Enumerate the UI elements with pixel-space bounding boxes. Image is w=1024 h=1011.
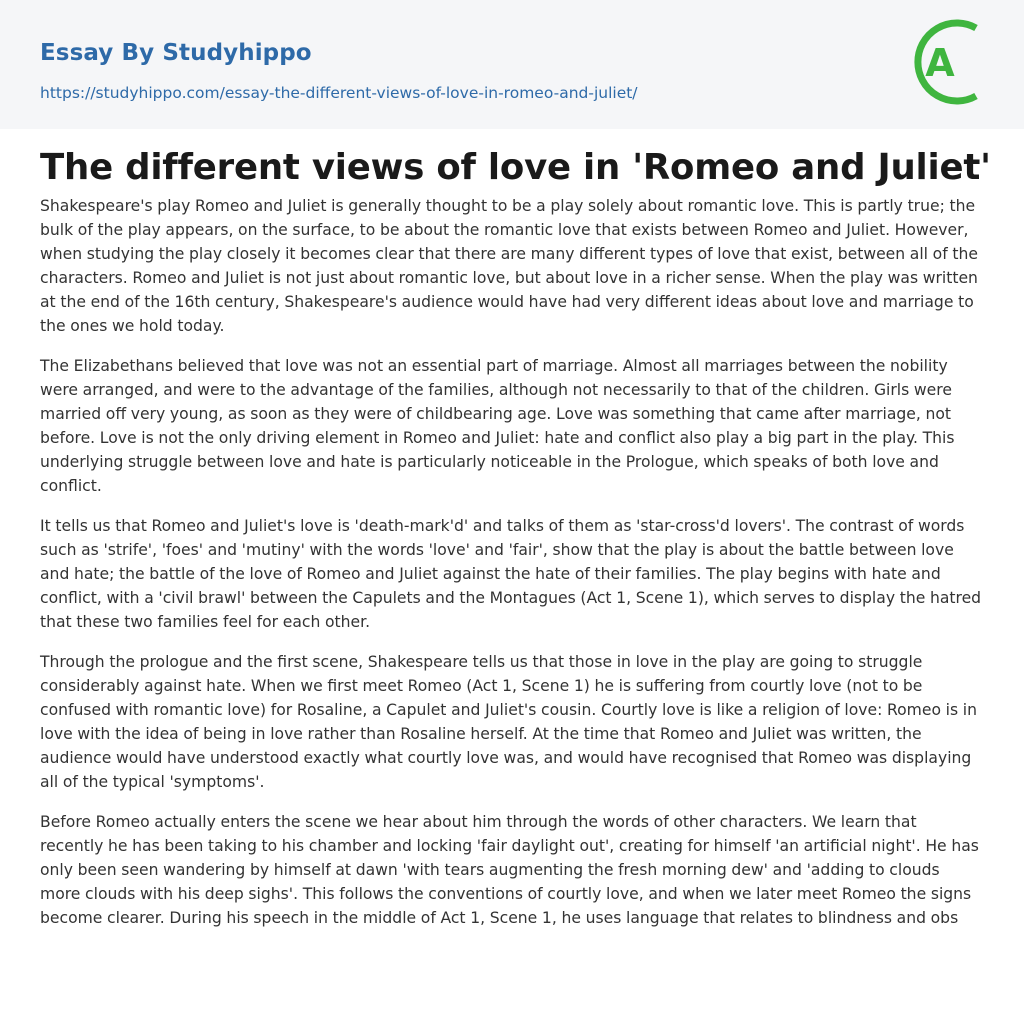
essay-url-link[interactable]: https://studyhippo.com/essay-the-different-views-of-love-in-romeo-and-juliet/ xyxy=(40,84,638,102)
paragraph-5: Before Romeo actually enters the scene we hear about him through the words of other characters. We learn that recently he has been taking to his chamber and locking 'fair daylight out', creating for himself 'an artificial night'. He has only been seen wandering by himself at dawn 'with tears augmenting the fresh morning dew' and 'adding to clouds more clouds with his deep sighs'. This follows the conventions of courtly love, and when we later meet Romeo the signs become clearer. During his speech in the middle of Act 1, Scene 1, he uses language that relates to blindness and obs xyxy=(40,813,979,927)
site-brand[interactable]: Essay By Studyhippo xyxy=(40,40,312,66)
article xyxy=(40,146,991,946)
studyhippo-logo[interactable] xyxy=(910,18,988,106)
paragraph-1: Shakespeare's play Romeo and Juliet is generally thought to be a play solely about romantic love. This is partly true; the bulk of the play appears, on the surface, to be about the romantic love that exists between Romeo and Juliet. However, when studying the play closely it becomes clear that there are many different types of love that exist, between all of the characters. Romeo and Juliet is not just about romantic love, but about love in a richer sense. When the play was written at the end of the 16th century, Shakespeare's audience would have had very different ideas about love and marriage to the ones we hold today. xyxy=(40,197,978,335)
logo-a-icon xyxy=(910,18,988,106)
paragraph-4: Through the prologue and the first scene, Shakespeare tells us that those in love in the play are going to struggle considerably against hate. When we first meet Romeo (Act 1, Scene 1) he is suffering from courtly love (not to be confused with romantic love) for Rosaline, a Capulet and Juliet's cousin. Courtly love is like a religion of love: Romeo is in love with the idea of being in love rather than Rosaline herself. At the time that Romeo and Juliet was written, the audience would have understood exactly what courtly love was, and would have recognised that Romeo was displaying all of the typical 'symptoms'. xyxy=(40,653,977,791)
page-title: The different views of love in 'Romeo and Juliet' xyxy=(40,147,991,188)
paragraph-3: It tells us that Romeo and Juliet's love is 'death-mark'd' and talks of them as 'star-cross'd lovers'. The contrast of words such as 'strife', 'foes' and 'mutiny' with the words 'love' and 'fair', show that the play is about the battle between love and hate; the battle of the love of Romeo and Juliet against the hate of their families. The play begins with hate and conflict, with a 'civil brawl' between the Capulets and the Montagues (Act 1, Scene 1), which serves to display the hatred that these two families feel for each other. xyxy=(40,517,982,631)
site-header xyxy=(0,0,1024,129)
logo-letter: A xyxy=(925,41,955,85)
paragraph-2: The Elizabethans believed that love was not an essential part of marriage. Almost all marriages between the nobility were arranged, and were to the advantage of the families, although not necessarily to that of the children. Girls were married off very young, as soon as they were of childbearing age. Love was something that came after marriage, not before. Love is not the only driving element in Romeo and Juliet: hate and conflict also play a big part in the play. This underlying struggle between love and hate is particularly noticeable in the Prologue, which speaks of both love and conflict. xyxy=(40,357,955,495)
